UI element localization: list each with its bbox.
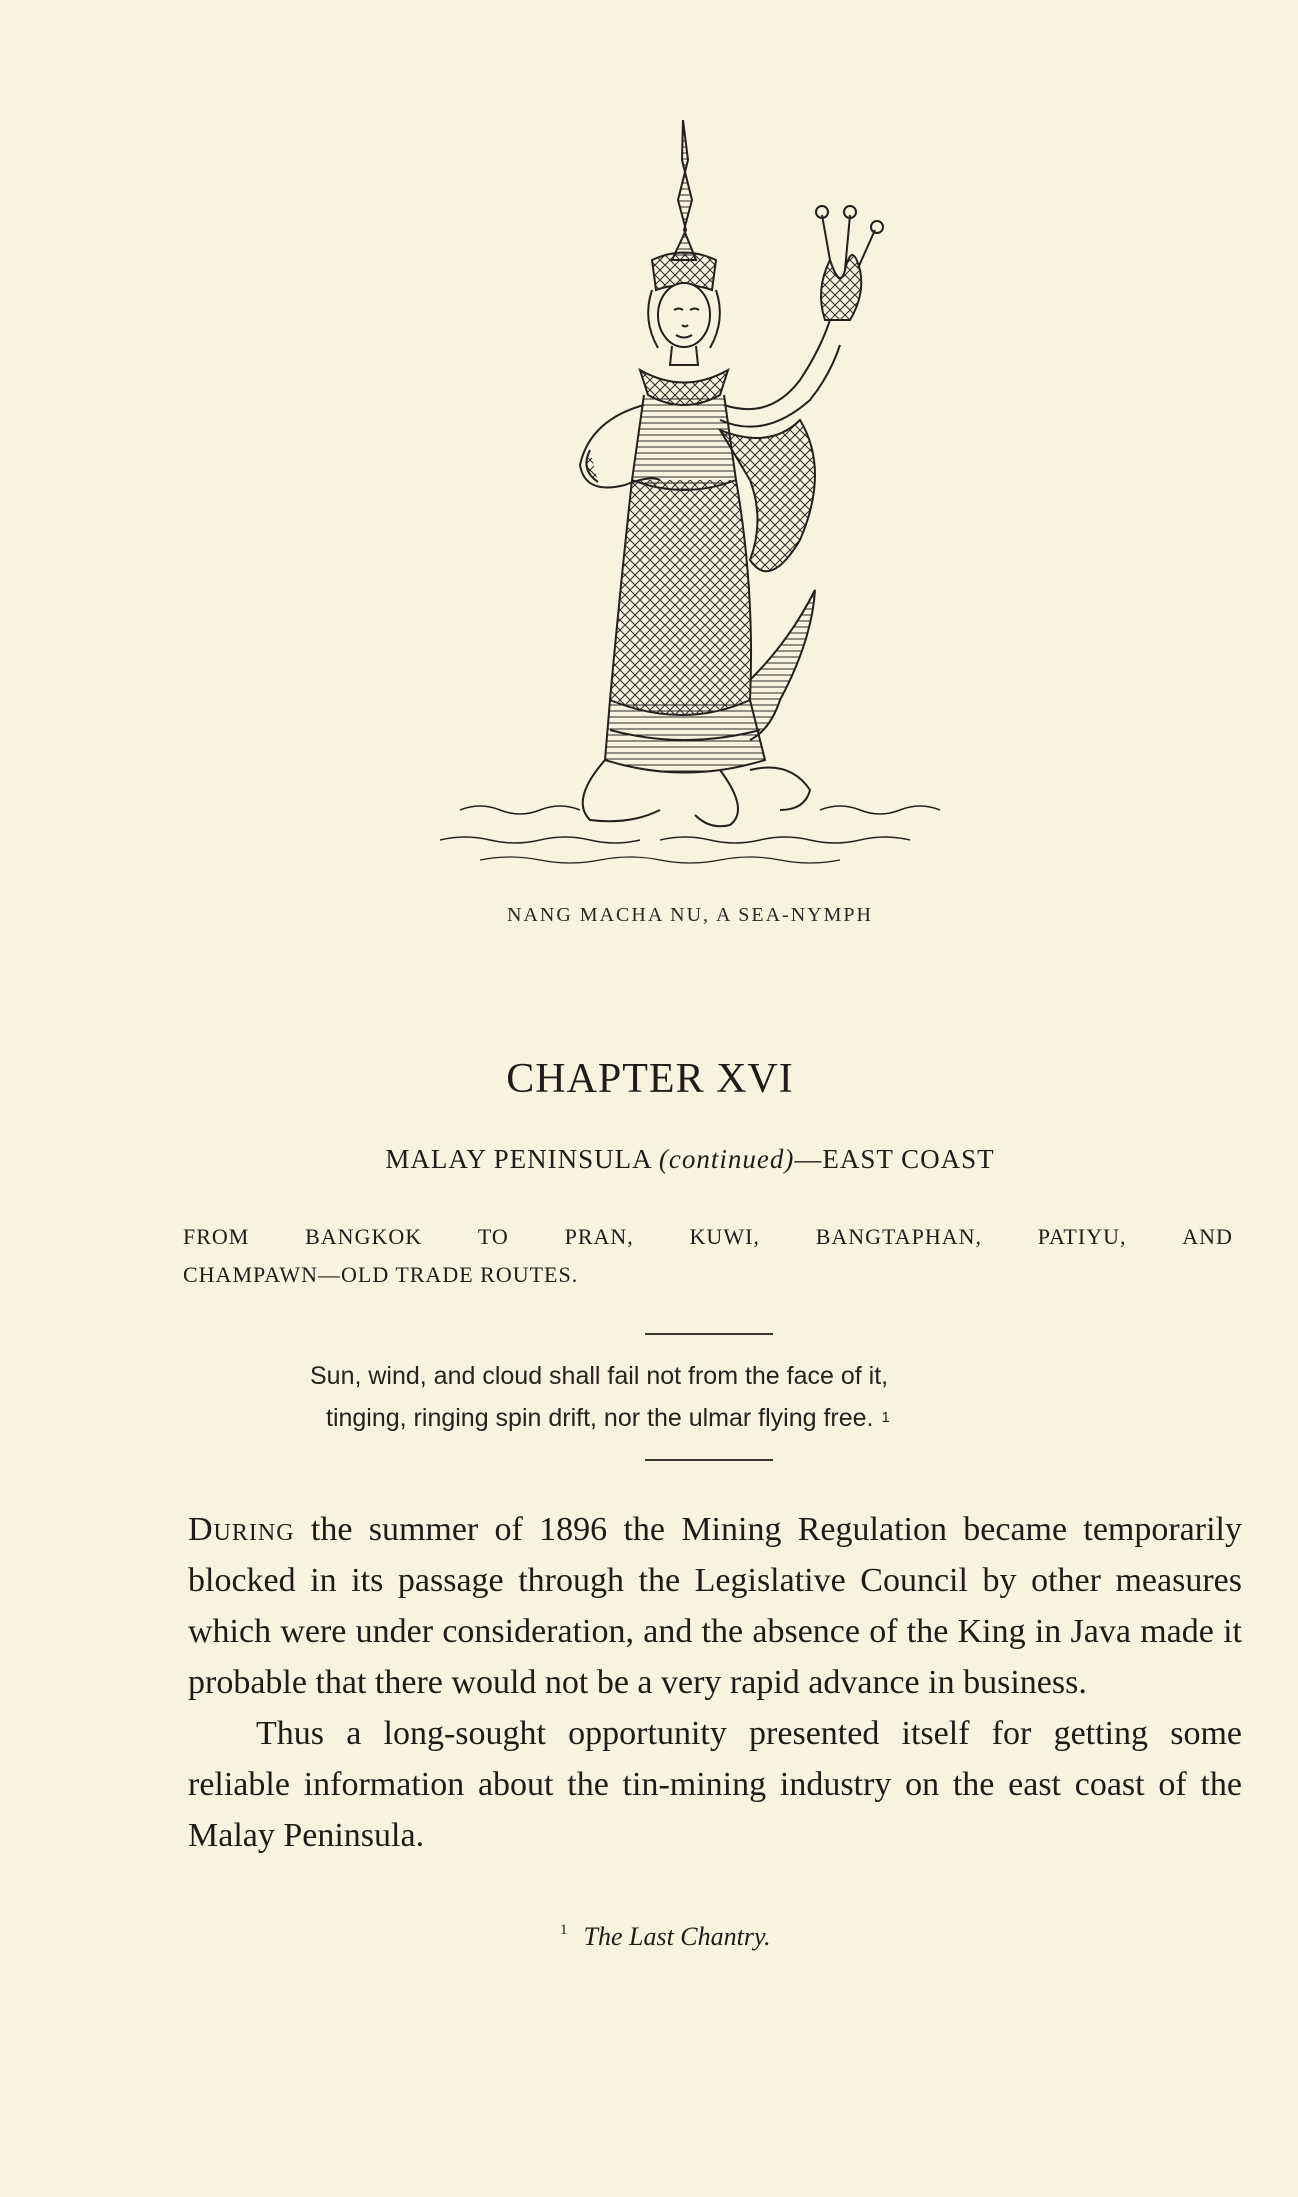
- footnote: [560, 1922, 1080, 1952]
- section-title-italic: (continued): [658, 1144, 795, 1174]
- section-title: [260, 1144, 1120, 1175]
- summary-word: PRAN,: [564, 1224, 634, 1249]
- summary-word: KUWI,: [689, 1224, 760, 1249]
- chapter-summary: [183, 1218, 1233, 1294]
- summary-word: AND: [1182, 1224, 1233, 1249]
- summary-word: BANGKOK: [305, 1224, 423, 1249]
- footnote-number: 1: [560, 1922, 568, 1938]
- epigraph-line-1: Sun, wind, and cloud shall fail not from the face of it,: [310, 1362, 889, 1390]
- divider-bottom: [645, 1459, 773, 1461]
- summary-line-2: CHAMPAWN—OLD TRADE ROUTES.: [183, 1262, 579, 1287]
- body-text: [188, 1504, 1242, 1861]
- opening-word: During: [188, 1511, 295, 1548]
- paragraph-2: Thus a long-sought opportunity presented itself for getting some reliable information about the tin-mining industry on the east coast of the Malay Peninsula.: [188, 1715, 1242, 1854]
- summary-word: BANGTAPHAN,: [815, 1224, 982, 1249]
- summary-word: FROM: [183, 1224, 250, 1249]
- section-title-suffix: —EAST COAST: [794, 1144, 995, 1174]
- epigraph-line-2-text: tinging, ringing spin drift, nor the ulmar flying free.: [326, 1404, 874, 1432]
- paragraph-1-text: the summer of 1896 the Mining Regulation became temporarily blocked in its passage through the Legislative Council by other measures which were under consideration, and the absence of the King in Java made it probable that there would not be a very rapid advance in business.: [188, 1511, 1242, 1701]
- epigraph-footnote-marker: 1: [881, 1409, 890, 1426]
- summary-line-1: [183, 1218, 1233, 1256]
- epigraph-line-2: [310, 1397, 1170, 1439]
- footnote-text: The Last Chantry.: [583, 1922, 771, 1951]
- illustration-caption: NANG MACHA NU, A SEA-NYMPH: [507, 904, 873, 926]
- paragraph-1: [188, 1504, 1242, 1708]
- epigraph: [310, 1355, 1170, 1439]
- sea-nymph-illustration: [420, 120, 1020, 900]
- chapter-title: CHAPTER XVI: [506, 1056, 794, 1102]
- section-title-prefix: MALAY PENINSULA: [385, 1144, 652, 1174]
- divider-top: [645, 1333, 773, 1335]
- summary-word: PATIYU,: [1037, 1224, 1127, 1249]
- summary-word: TO: [477, 1224, 509, 1249]
